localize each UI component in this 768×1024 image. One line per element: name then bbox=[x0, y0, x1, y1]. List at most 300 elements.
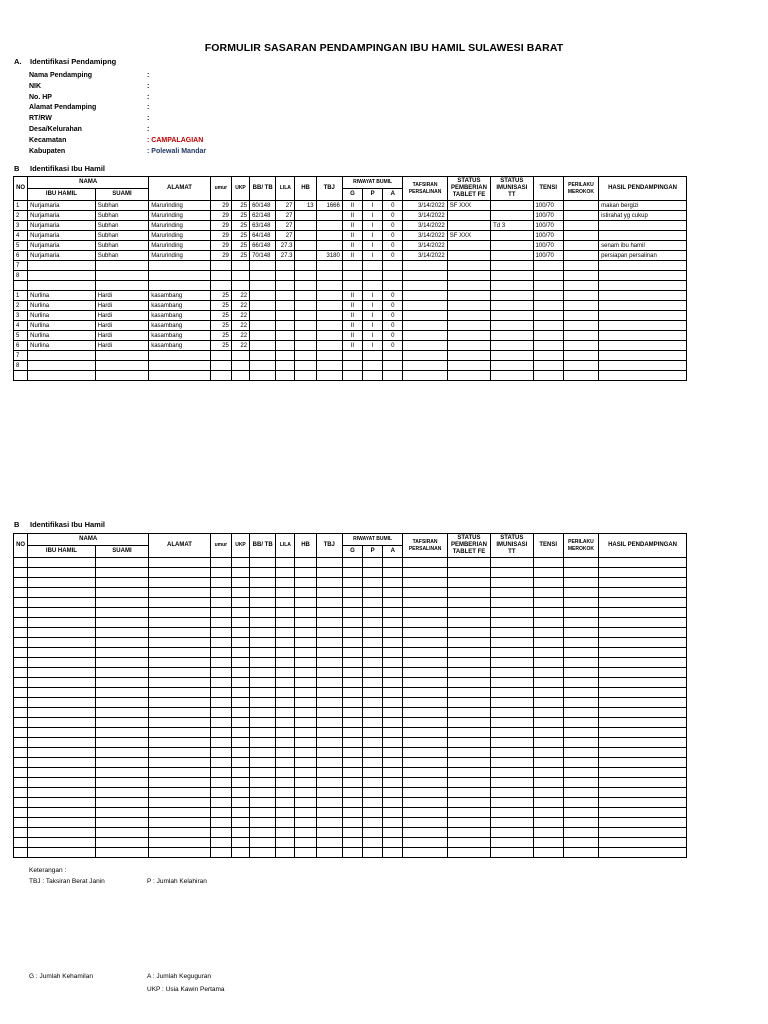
cell-perilaku bbox=[563, 678, 598, 688]
table-row bbox=[14, 728, 687, 738]
cell-bb-tb: 62/148 bbox=[250, 211, 276, 221]
cell-alamat bbox=[149, 778, 211, 788]
cell-p bbox=[363, 361, 383, 371]
cell-alamat: Marurinding bbox=[149, 231, 211, 241]
cell-lila bbox=[276, 341, 295, 351]
cell-p bbox=[363, 608, 383, 618]
cell-no bbox=[14, 648, 28, 658]
cell-no: 8 bbox=[14, 271, 28, 281]
cell-perilaku bbox=[563, 648, 598, 658]
cell-status-fe bbox=[447, 241, 490, 251]
cell-alamat bbox=[149, 788, 211, 798]
cell-a bbox=[383, 371, 403, 381]
cell-g bbox=[342, 658, 362, 668]
cell-bb-tb bbox=[250, 778, 276, 788]
cell-hb bbox=[295, 718, 316, 728]
cell-suami bbox=[95, 708, 148, 718]
cell-perilaku bbox=[563, 808, 598, 818]
table-row bbox=[14, 768, 687, 778]
cell-hasil bbox=[599, 588, 687, 598]
cell-hasil bbox=[599, 838, 687, 848]
cell-status-fe bbox=[447, 608, 490, 618]
cell-ukp bbox=[231, 728, 249, 738]
cell-umur bbox=[210, 818, 231, 828]
cell-hasil bbox=[599, 231, 687, 241]
cell-bb-tb bbox=[250, 838, 276, 848]
cell-suami bbox=[95, 608, 148, 618]
cell-tbj bbox=[316, 828, 342, 838]
cell-tafsiran: 3/14/2022 bbox=[403, 201, 447, 211]
section-b-number: B bbox=[14, 164, 20, 173]
cell-umur bbox=[210, 361, 231, 371]
cell-tafsiran bbox=[403, 311, 447, 321]
cell-tafsiran bbox=[403, 261, 447, 271]
cell-no bbox=[14, 281, 28, 291]
cell-tbj bbox=[316, 768, 342, 778]
cell-p bbox=[363, 588, 383, 598]
cell-a bbox=[383, 778, 403, 788]
cell-no: 6 bbox=[14, 251, 28, 261]
cell-a bbox=[383, 768, 403, 778]
cell-ibu-hamil: Nurlina bbox=[28, 301, 96, 311]
cell-umur: 25 bbox=[210, 321, 231, 331]
cell-p bbox=[363, 788, 383, 798]
cell-ukp bbox=[231, 648, 249, 658]
cell-hasil bbox=[599, 658, 687, 668]
cell-perilaku bbox=[563, 708, 598, 718]
cell-a: 0 bbox=[383, 211, 403, 221]
cell-ibu-hamil bbox=[28, 818, 96, 828]
identity-label: NIK bbox=[29, 82, 42, 90]
cell-hb bbox=[295, 618, 316, 628]
cell-status-fe bbox=[447, 838, 490, 848]
cell-a bbox=[383, 798, 403, 808]
cell-ukp bbox=[231, 658, 249, 668]
cell-status-tt bbox=[491, 628, 533, 638]
cell-ukp: 25 bbox=[231, 211, 249, 221]
cell-hb bbox=[295, 778, 316, 788]
cell-no bbox=[14, 371, 28, 381]
cell-no bbox=[14, 748, 28, 758]
cell-p bbox=[363, 678, 383, 688]
cell-tafsiran bbox=[403, 818, 447, 828]
cell-ukp bbox=[231, 748, 249, 758]
table-row bbox=[14, 818, 687, 828]
cell-bb-tb bbox=[250, 828, 276, 838]
cell-bb-tb bbox=[250, 748, 276, 758]
cell-ukp bbox=[231, 818, 249, 828]
cell-no bbox=[14, 628, 28, 638]
cell-ukp bbox=[231, 371, 249, 381]
cell-ibu-hamil bbox=[28, 281, 96, 291]
cell-p bbox=[363, 758, 383, 768]
cell-perilaku bbox=[563, 608, 598, 618]
cell-ibu-hamil bbox=[28, 638, 96, 648]
cell-no bbox=[14, 798, 28, 808]
cell-ibu-hamil bbox=[28, 351, 96, 361]
cell-p: I bbox=[363, 321, 383, 331]
cell-a: 0 bbox=[383, 301, 403, 311]
cell-status-tt bbox=[491, 618, 533, 628]
cell-alamat bbox=[149, 798, 211, 808]
cell-hasil bbox=[599, 221, 687, 231]
col-hasil-header: HASIL PENDAMPINGAN bbox=[599, 534, 687, 558]
cell-tensi bbox=[533, 311, 563, 321]
cell-lila bbox=[276, 568, 295, 578]
cell-status-fe bbox=[447, 558, 490, 568]
cell-ukp bbox=[231, 708, 249, 718]
cell-hb bbox=[295, 291, 316, 301]
cell-suami: Subhan bbox=[95, 231, 148, 241]
cell-status-tt bbox=[491, 598, 533, 608]
cell-p bbox=[363, 738, 383, 748]
cell-ibu-hamil bbox=[28, 698, 96, 708]
cell-ibu-hamil bbox=[28, 748, 96, 758]
cell-p bbox=[363, 598, 383, 608]
cell-bb-tb bbox=[250, 371, 276, 381]
identity-label: RT/RW bbox=[29, 115, 52, 123]
cell-perilaku bbox=[563, 221, 598, 231]
cell-tbj bbox=[316, 351, 342, 361]
table-row bbox=[14, 588, 687, 598]
table-row bbox=[14, 351, 687, 361]
cell-status-tt bbox=[491, 808, 533, 818]
cell-tensi bbox=[533, 618, 563, 628]
cell-tbj bbox=[316, 618, 342, 628]
cell-tafsiran bbox=[403, 361, 447, 371]
cell-no bbox=[14, 578, 28, 588]
cell-p: I bbox=[363, 221, 383, 231]
cell-status-fe bbox=[447, 788, 490, 798]
cell-umur: 29 bbox=[210, 231, 231, 241]
cell-tbj bbox=[316, 301, 342, 311]
cell-p bbox=[363, 668, 383, 678]
cell-bb-tb bbox=[250, 738, 276, 748]
cell-tbj bbox=[316, 758, 342, 768]
cell-ukp: 22 bbox=[231, 301, 249, 311]
cell-ibu-hamil bbox=[28, 668, 96, 678]
cell-tafsiran bbox=[403, 608, 447, 618]
col-nama-header: NAMA bbox=[28, 534, 149, 546]
cell-status-fe bbox=[447, 778, 490, 788]
cell-bb-tb bbox=[250, 698, 276, 708]
cell-hasil bbox=[599, 688, 687, 698]
cell-perilaku bbox=[563, 758, 598, 768]
cell-tensi bbox=[533, 638, 563, 648]
cell-alamat bbox=[149, 588, 211, 598]
cell-hb bbox=[295, 608, 316, 618]
cell-alamat bbox=[149, 848, 211, 858]
cell-bb-tb bbox=[250, 281, 276, 291]
cell-bb-tb bbox=[250, 658, 276, 668]
cell-perilaku bbox=[563, 838, 598, 848]
cell-hb bbox=[295, 221, 316, 231]
cell-umur bbox=[210, 658, 231, 668]
cell-hasil bbox=[599, 758, 687, 768]
cell-hb bbox=[295, 241, 316, 251]
cell-umur bbox=[210, 588, 231, 598]
cell-alamat bbox=[149, 578, 211, 588]
cell-tensi: 100/70 bbox=[533, 211, 563, 221]
cell-tensi bbox=[533, 568, 563, 578]
cell-tbj bbox=[316, 231, 342, 241]
cell-ibu-hamil bbox=[28, 271, 96, 281]
cell-ukp: 25 bbox=[231, 251, 249, 261]
cell-ibu-hamil: Nurjamaria bbox=[28, 251, 96, 261]
table-row bbox=[14, 291, 687, 301]
cell-g bbox=[342, 708, 362, 718]
cell-g: II bbox=[342, 321, 362, 331]
cell-tbj bbox=[316, 568, 342, 578]
cell-g bbox=[342, 728, 362, 738]
cell-a bbox=[383, 598, 403, 608]
cell-ibu-hamil bbox=[28, 618, 96, 628]
cell-status-tt bbox=[491, 818, 533, 828]
cell-ibu-hamil: Nurlina bbox=[28, 291, 96, 301]
cell-tbj bbox=[316, 798, 342, 808]
cell-tbj bbox=[316, 211, 342, 221]
table-row bbox=[14, 798, 687, 808]
identity-row bbox=[29, 147, 206, 158]
cell-status-tt bbox=[491, 231, 533, 241]
cell-g bbox=[342, 838, 362, 848]
cell-lila bbox=[276, 638, 295, 648]
cell-hb bbox=[295, 708, 316, 718]
cell-status-fe bbox=[447, 668, 490, 678]
cell-p: I bbox=[363, 341, 383, 351]
cell-bb-tb bbox=[250, 321, 276, 331]
cell-no bbox=[14, 838, 28, 848]
cell-ukp bbox=[231, 361, 249, 371]
cell-status-fe bbox=[447, 748, 490, 758]
cell-suami bbox=[95, 818, 148, 828]
cell-perilaku bbox=[563, 718, 598, 728]
cell-p bbox=[363, 271, 383, 281]
cell-p: I bbox=[363, 201, 383, 211]
cell-ukp: 22 bbox=[231, 331, 249, 341]
cell-status-fe: SF XXX bbox=[447, 231, 490, 241]
cell-lila bbox=[276, 261, 295, 271]
cell-hasil bbox=[599, 768, 687, 778]
cell-tafsiran bbox=[403, 838, 447, 848]
cell-p bbox=[363, 371, 383, 381]
cell-g bbox=[342, 271, 362, 281]
cell-status-fe bbox=[447, 688, 490, 698]
cell-g: II bbox=[342, 231, 362, 241]
cell-suami bbox=[95, 828, 148, 838]
table-row bbox=[14, 281, 687, 291]
cell-status-tt bbox=[491, 251, 533, 261]
cell-hb bbox=[295, 598, 316, 608]
cell-status-tt bbox=[491, 588, 533, 598]
table-row bbox=[14, 598, 687, 608]
cell-status-fe bbox=[447, 818, 490, 828]
cell-perilaku bbox=[563, 211, 598, 221]
cell-p bbox=[363, 778, 383, 788]
cell-tafsiran bbox=[403, 808, 447, 818]
cell-ukp bbox=[231, 638, 249, 648]
cell-tensi: 100/70 bbox=[533, 201, 563, 211]
cell-g bbox=[342, 798, 362, 808]
cell-ukp: 22 bbox=[231, 291, 249, 301]
cell-ukp bbox=[231, 838, 249, 848]
col-no-header: NO bbox=[14, 534, 28, 558]
col-nama-header: NAMA bbox=[28, 177, 149, 189]
cell-perilaku bbox=[563, 261, 598, 271]
cell-hb bbox=[295, 261, 316, 271]
cell-hb bbox=[295, 311, 316, 321]
cell-alamat bbox=[149, 371, 211, 381]
cell-hasil bbox=[599, 291, 687, 301]
cell-status-fe bbox=[447, 568, 490, 578]
cell-umur: 25 bbox=[210, 291, 231, 301]
cell-ukp bbox=[231, 848, 249, 858]
cell-g bbox=[342, 361, 362, 371]
cell-suami: Hardi bbox=[95, 301, 148, 311]
cell-lila bbox=[276, 271, 295, 281]
table-row bbox=[14, 371, 687, 381]
cell-status-tt bbox=[491, 768, 533, 778]
cell-status-tt: Td 3 bbox=[491, 221, 533, 231]
cell-p: I bbox=[363, 311, 383, 321]
cell-a bbox=[383, 738, 403, 748]
cell-tbj bbox=[316, 818, 342, 828]
col-suami-header: SUAMI bbox=[95, 189, 148, 201]
cell-suami bbox=[95, 658, 148, 668]
cell-bb-tb: 60/148 bbox=[250, 201, 276, 211]
table-row bbox=[14, 658, 687, 668]
cell-tbj: 3180 bbox=[316, 251, 342, 261]
cell-no bbox=[14, 768, 28, 778]
cell-p bbox=[363, 658, 383, 668]
cell-a bbox=[383, 838, 403, 848]
cell-a bbox=[383, 351, 403, 361]
cell-suami bbox=[95, 281, 148, 291]
cell-alamat: kasambang bbox=[149, 341, 211, 351]
cell-perilaku bbox=[563, 598, 598, 608]
cell-no bbox=[14, 708, 28, 718]
cell-tbj bbox=[316, 668, 342, 678]
cell-lila bbox=[276, 588, 295, 598]
col-hasil-header: HASIL PENDAMPINGAN bbox=[599, 177, 687, 201]
cell-a: 0 bbox=[383, 251, 403, 261]
cell-status-fe bbox=[447, 331, 490, 341]
cell-ukp bbox=[231, 778, 249, 788]
cell-bb-tb bbox=[250, 608, 276, 618]
cell-tensi bbox=[533, 321, 563, 331]
cell-tafsiran bbox=[403, 281, 447, 291]
cell-p bbox=[363, 578, 383, 588]
section-b-label: Identifikasi Ibu Hamil bbox=[30, 164, 106, 173]
table-row bbox=[14, 688, 687, 698]
cell-umur bbox=[210, 558, 231, 568]
cell-tensi bbox=[533, 798, 563, 808]
cell-bb-tb: 63/148 bbox=[250, 221, 276, 231]
cell-no bbox=[14, 698, 28, 708]
col-a-header: A bbox=[383, 189, 403, 201]
cell-umur bbox=[210, 628, 231, 638]
cell-a bbox=[383, 658, 403, 668]
pendamping-identity-list bbox=[29, 71, 206, 157]
cell-p: I bbox=[363, 301, 383, 311]
cell-a bbox=[383, 828, 403, 838]
notes-keterangan: Keterangan : bbox=[29, 867, 67, 874]
cell-perilaku bbox=[563, 848, 598, 858]
col-umur-header: umur bbox=[210, 177, 231, 201]
cell-suami bbox=[95, 738, 148, 748]
col-tbj-header: TBJ bbox=[316, 534, 342, 558]
cell-g bbox=[342, 261, 362, 271]
cell-g bbox=[342, 648, 362, 658]
cell-tensi bbox=[533, 718, 563, 728]
cell-ibu-hamil: Nurjamaria bbox=[28, 231, 96, 241]
cell-tensi: 100/70 bbox=[533, 221, 563, 231]
cell-lila: 27.3 bbox=[276, 251, 295, 261]
cell-ukp bbox=[231, 558, 249, 568]
cell-umur: 25 bbox=[210, 311, 231, 321]
col-p-header: P bbox=[363, 189, 383, 201]
cell-g bbox=[342, 558, 362, 568]
cell-alamat: Marurinding bbox=[149, 201, 211, 211]
col-tafsiran-header: TAFSIRAN PERSALINAN bbox=[403, 534, 447, 558]
cell-g: II bbox=[342, 331, 362, 341]
cell-p bbox=[363, 728, 383, 738]
cell-hb bbox=[295, 301, 316, 311]
cell-ibu-hamil bbox=[28, 738, 96, 748]
cell-suami bbox=[95, 748, 148, 758]
table-row bbox=[14, 638, 687, 648]
cell-perilaku bbox=[563, 638, 598, 648]
ibu-hamil-table-1 bbox=[13, 176, 687, 381]
cell-lila bbox=[276, 351, 295, 361]
table-row bbox=[14, 698, 687, 708]
cell-g bbox=[342, 371, 362, 381]
table-row bbox=[14, 668, 687, 678]
cell-lila bbox=[276, 361, 295, 371]
cell-tafsiran: 3/14/2022 bbox=[403, 241, 447, 251]
cell-p bbox=[363, 261, 383, 271]
cell-lila bbox=[276, 678, 295, 688]
cell-lila bbox=[276, 688, 295, 698]
cell-tafsiran bbox=[403, 371, 447, 381]
cell-status-tt bbox=[491, 798, 533, 808]
cell-tensi bbox=[533, 608, 563, 618]
cell-g bbox=[342, 698, 362, 708]
cell-tbj bbox=[316, 371, 342, 381]
cell-p: I bbox=[363, 231, 383, 241]
cell-alamat bbox=[149, 351, 211, 361]
cell-status-fe bbox=[447, 848, 490, 858]
cell-hasil bbox=[599, 558, 687, 568]
cell-ibu-hamil bbox=[28, 808, 96, 818]
cell-g: II bbox=[342, 221, 362, 231]
cell-status-tt bbox=[491, 688, 533, 698]
cell-hb bbox=[295, 558, 316, 568]
cell-hasil bbox=[599, 331, 687, 341]
cell-perilaku bbox=[563, 351, 598, 361]
cell-lila bbox=[276, 668, 295, 678]
col-alamat-header: ALAMAT bbox=[149, 177, 211, 201]
cell-status-tt bbox=[491, 608, 533, 618]
cell-hb bbox=[295, 828, 316, 838]
cell-tensi bbox=[533, 628, 563, 638]
cell-tensi bbox=[533, 291, 563, 301]
col-umur-header: umur bbox=[210, 534, 231, 558]
col-ukp-header: UKP bbox=[231, 534, 249, 558]
cell-alamat bbox=[149, 648, 211, 658]
cell-p bbox=[363, 351, 383, 361]
cell-hasil bbox=[599, 261, 687, 271]
